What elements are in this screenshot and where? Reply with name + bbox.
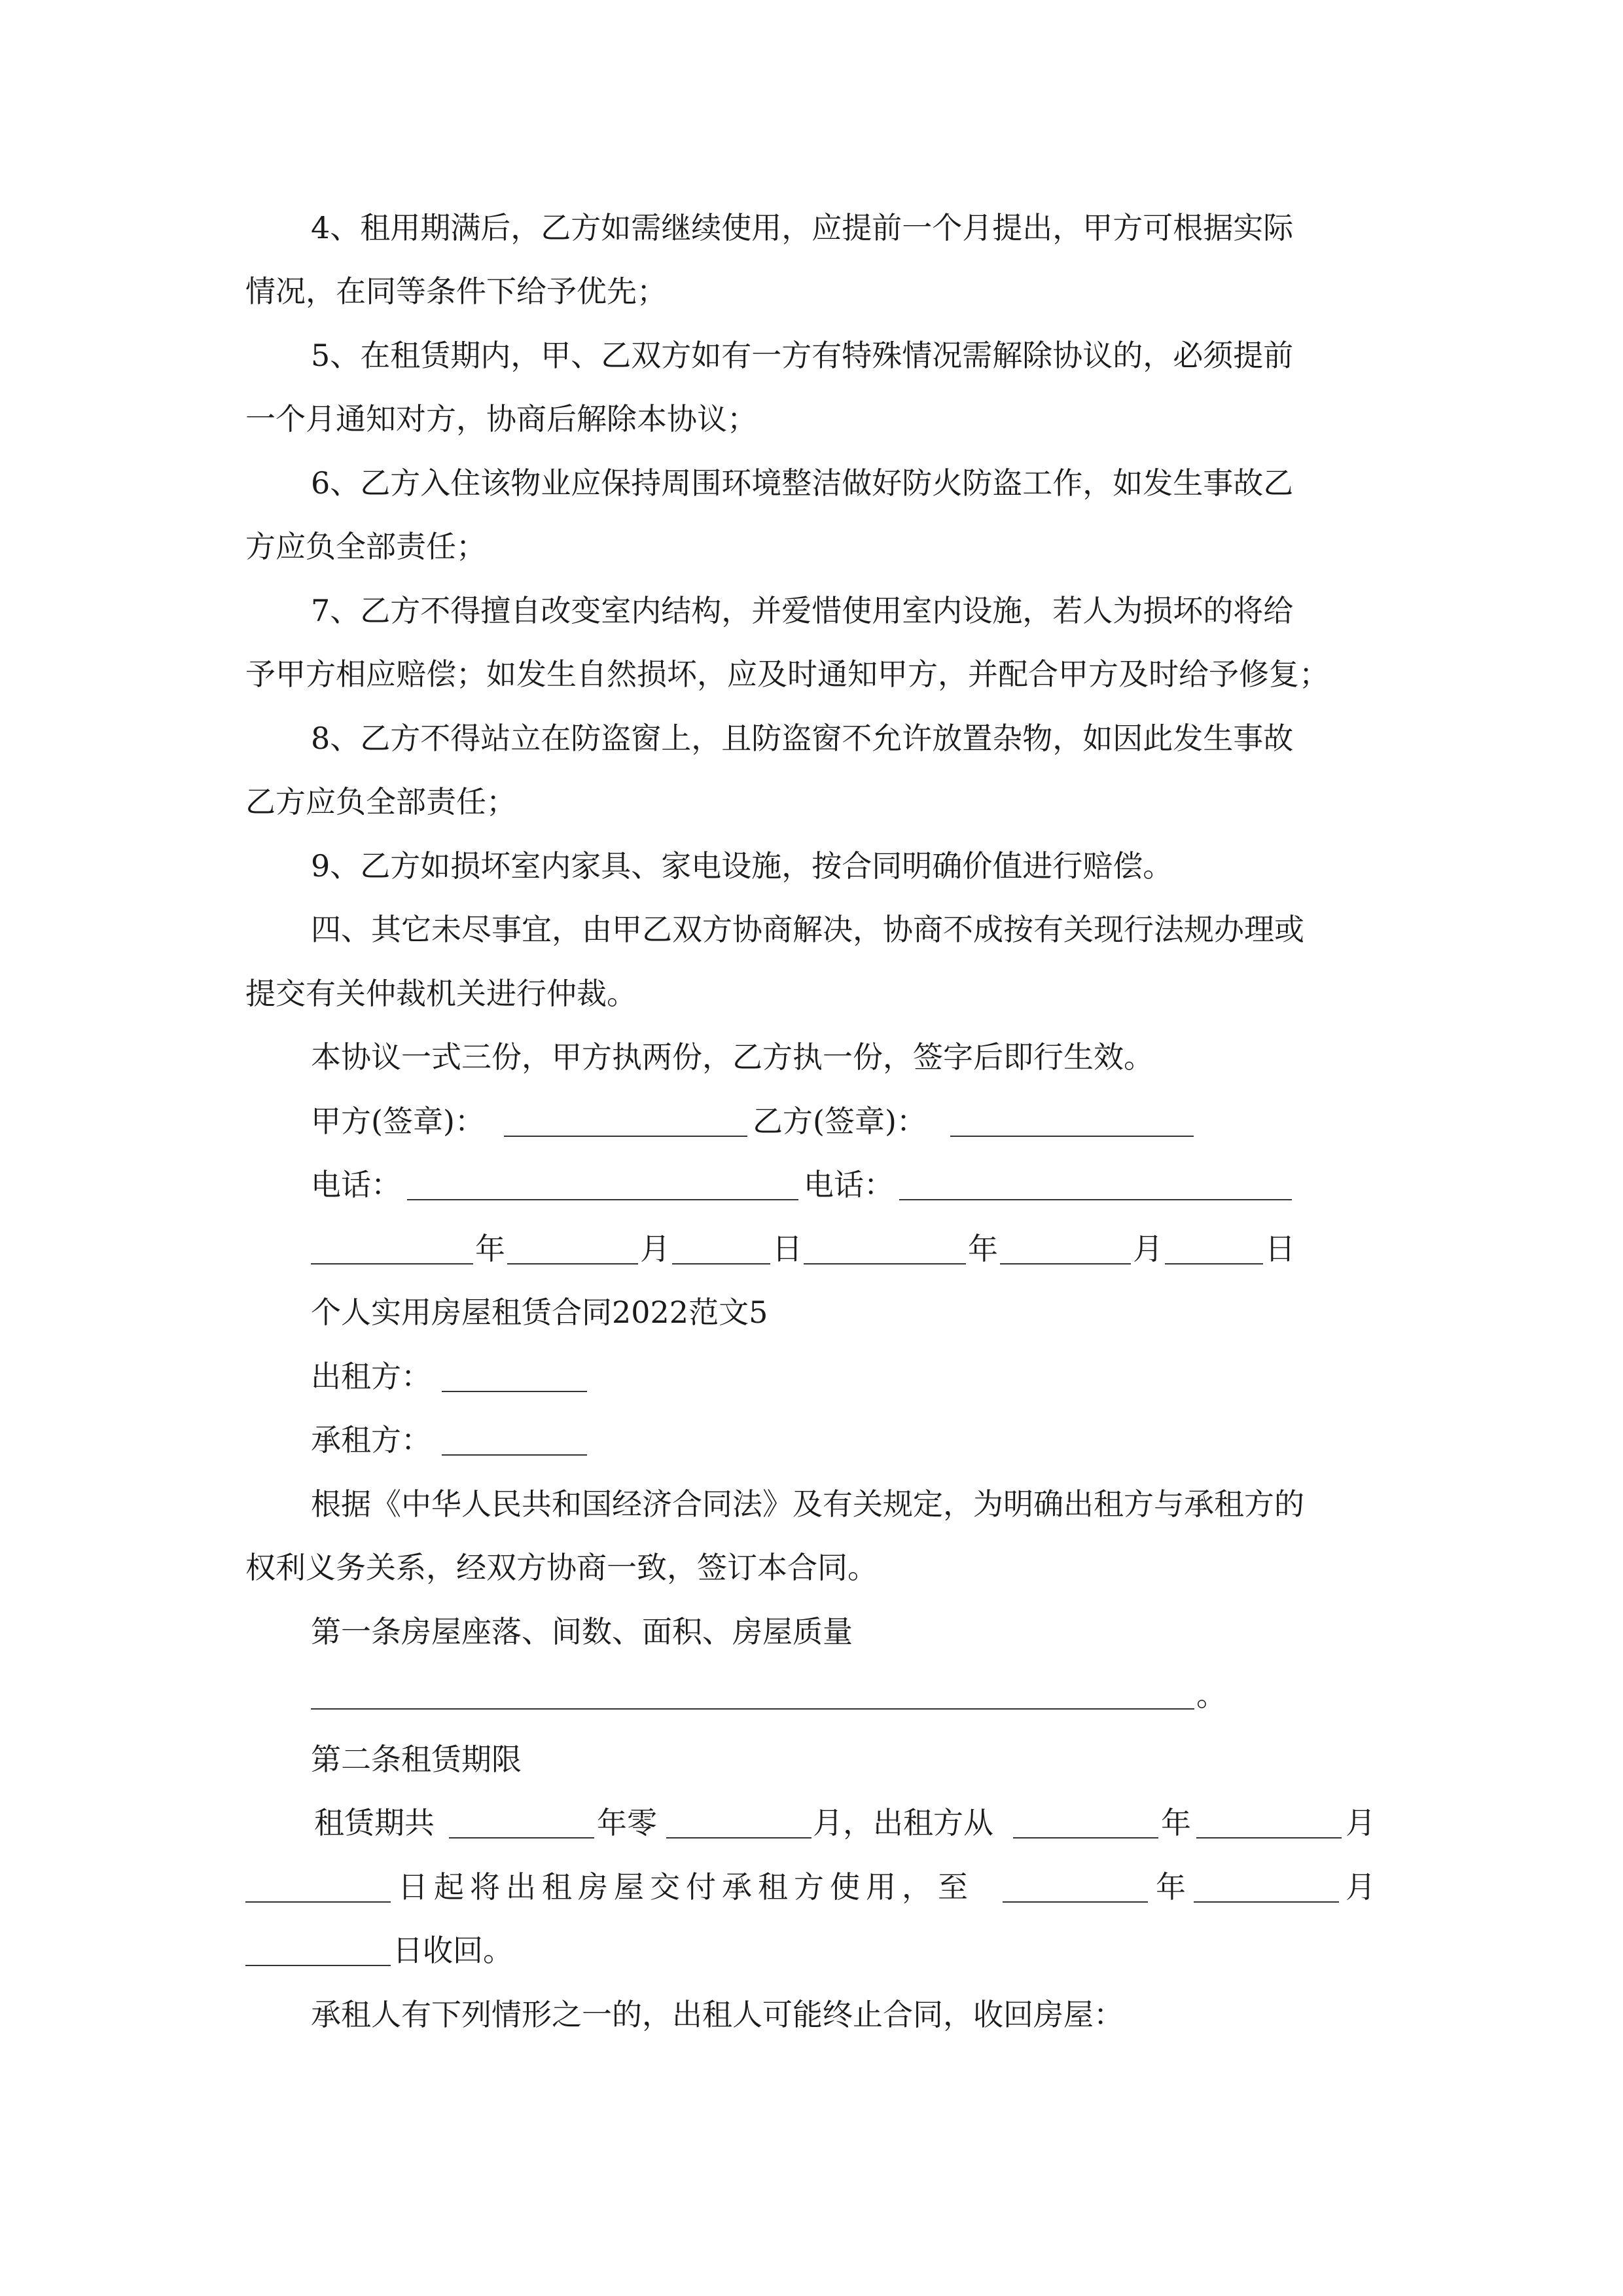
clause-8-line-2: 乙方应负全部责任；: [245, 784, 516, 819]
clause-7-line-2: 予甲方相应赔偿；如发生自然损坏，应及时通知甲方，并配合甲方及时给予修复；: [245, 656, 1329, 692]
party-a-phone-blank[interactable]: [407, 1199, 798, 1200]
lessee-label: 承租方：: [311, 1422, 431, 1458]
party-a-signature-label: 甲方(签章)：: [311, 1103, 485, 1139]
contract-intro-line-2: 权利义务关系，经双方协商一致，签订本合同。: [245, 1550, 878, 1585]
property-description-blank[interactable]: [311, 1708, 1194, 1710]
party-a-signature-blank[interactable]: [504, 1136, 747, 1137]
party-b-signature-blank[interactable]: [950, 1136, 1194, 1137]
day-label: 日: [1265, 1231, 1295, 1266]
section-4-line-2: 提交有关仲裁机关进行仲裁。: [245, 976, 637, 1011]
term-from-label: 月，出租方从: [813, 1805, 993, 1840]
section-4-line-1: 四、其它未尽事宜，由甲乙双方协商解决，协商不成按有关现行法规办理或: [311, 912, 1304, 947]
month-label: 月: [1133, 1231, 1163, 1266]
article-1-heading: 第一条房屋座落、间数、面积、房屋质量: [311, 1614, 853, 1649]
party-b-signature-label: 乙方(签章)：: [753, 1103, 927, 1139]
start-month-label: 月: [1346, 1805, 1376, 1840]
termination-clause: 承租人有下列情形之一的，出租人可能终止合同，收回房屋：: [311, 1997, 1124, 2032]
party-b-year-blank[interactable]: [804, 1263, 966, 1265]
end-year-blank[interactable]: [1003, 1901, 1148, 1903]
party-b-month-blank[interactable]: [1000, 1263, 1131, 1265]
party-b-phone-blank[interactable]: [899, 1199, 1292, 1200]
clause-8-line-1: 8、乙方不得站立在防盗窗上，且防盗窗不允许放置杂物，如因此发生事故: [311, 721, 1294, 756]
lessor-blank[interactable]: [442, 1391, 587, 1392]
clause-7-line-1: 7、乙方不得擅自改变室内结构，并爱惜使用室内设施，若人为损坏的将给: [311, 593, 1294, 628]
copies-clause: 本协议一式三份，甲方执两份，乙方执一份，签字后即行生效。: [311, 1039, 1154, 1075]
clause-4-line-1: 4、租用期满后，乙方如需继续使用，应提前一个月提出，甲方可根据实际: [311, 210, 1294, 245]
clause-5-line-1: 5、在租赁期内，甲、乙双方如有一方有特殊情况需解除协议的，必须提前: [311, 338, 1294, 373]
start-day-blank[interactable]: [245, 1901, 391, 1903]
clause-6-line-1: 6、乙方入住该物业应保持周围环境整洁做好防火防盗工作，如发生事故乙: [311, 465, 1294, 501]
clause-5-line-2: 一个月通知对方，协商后解除本协议；: [245, 401, 757, 437]
party-a-month-blank[interactable]: [507, 1263, 638, 1265]
end-month-blank[interactable]: [1194, 1901, 1339, 1903]
term-years-label: 年零: [597, 1805, 657, 1840]
clause-4-line-2: 情况，在同等条件下给予优先；: [245, 274, 667, 309]
period-mark: 。: [1196, 1677, 1226, 1713]
start-year-blank[interactable]: [1013, 1837, 1158, 1839]
clause-9: 9、乙方如损坏室内家具、家电设施，按合同明确价值进行赔偿。: [311, 848, 1173, 884]
article-2-heading: 第二条租赁期限: [311, 1742, 522, 1777]
delivery-clause: 日起将出租房屋交付承租方使用，至: [398, 1869, 974, 1905]
end-day-blank[interactable]: [245, 1965, 391, 1966]
term-years-blank[interactable]: [449, 1837, 594, 1839]
start-year-label: 年: [1161, 1805, 1191, 1840]
contract-intro-line-1: 根据《中华人民共和国经济合同法》及有关规定，为明确出租方与承租方的: [311, 1486, 1304, 1522]
lessor-label: 出租方：: [311, 1359, 431, 1394]
return-label: 日收回。: [393, 1933, 513, 1968]
lessee-blank[interactable]: [442, 1454, 587, 1456]
start-month-blank[interactable]: [1196, 1837, 1342, 1839]
year-label: 年: [968, 1231, 998, 1266]
term-total-label: 租赁期共: [314, 1805, 435, 1840]
party-a-phone-label: 电话：: [311, 1167, 401, 1202]
party-b-phone-label: 电话：: [804, 1167, 894, 1202]
end-year-label: 年: [1156, 1869, 1186, 1905]
year-label: 年: [475, 1231, 505, 1266]
end-month-label: 月: [1346, 1869, 1376, 1905]
contract-5-title: 个人实用房屋租赁合同2022范文5: [311, 1295, 768, 1330]
party-b-day-blank[interactable]: [1165, 1263, 1263, 1265]
party-a-day-blank[interactable]: [672, 1263, 770, 1265]
clause-6-line-2: 方应负全部责任；: [245, 529, 486, 564]
day-label: 日: [772, 1231, 802, 1266]
month-label: 月: [640, 1231, 670, 1266]
party-a-year-blank[interactable]: [311, 1263, 473, 1265]
term-months-blank[interactable]: [666, 1837, 812, 1839]
